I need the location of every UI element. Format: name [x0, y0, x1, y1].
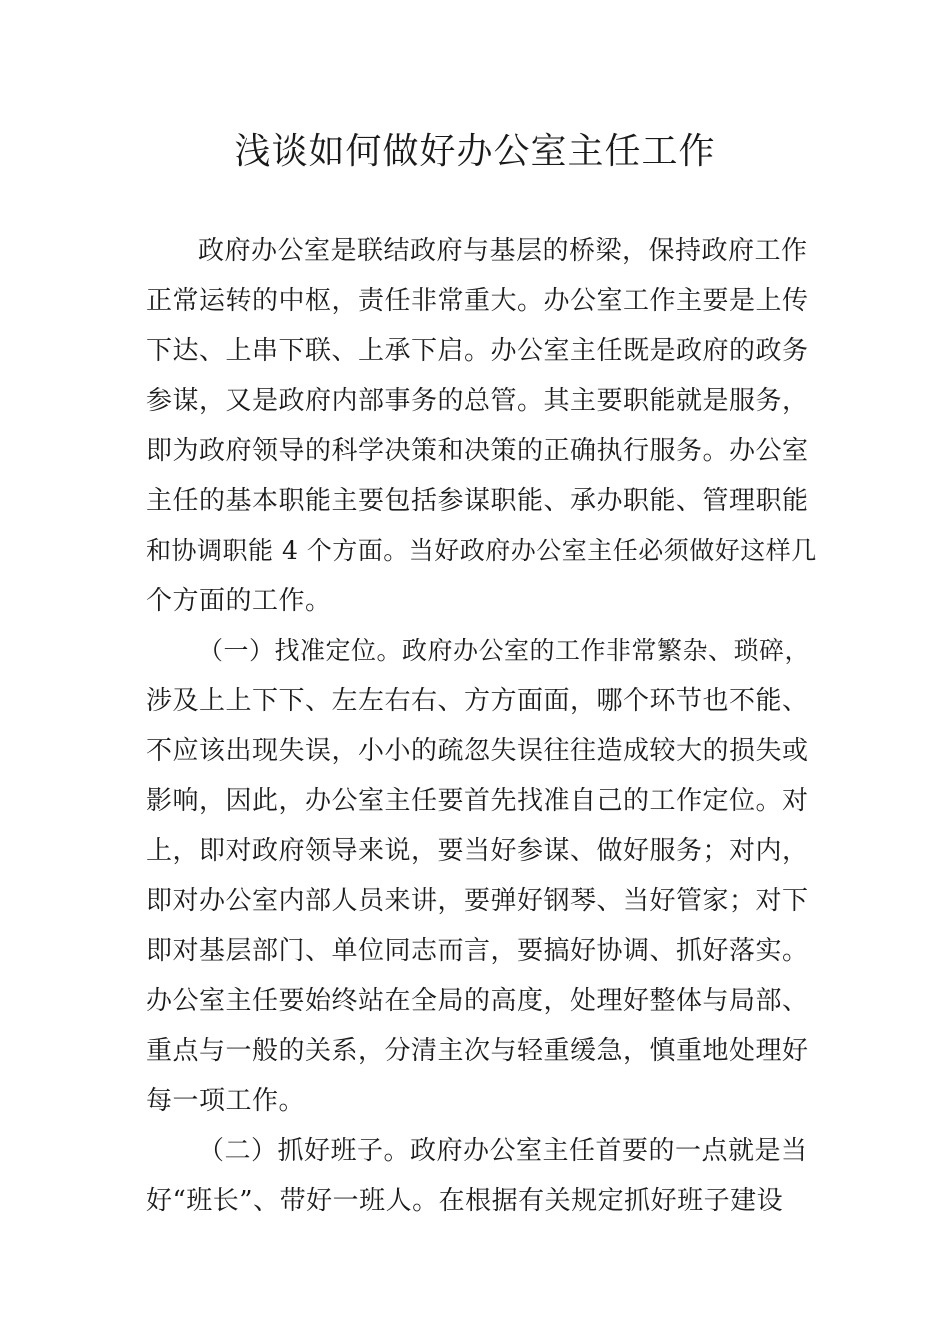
- text-line: 即为政府领导的科学决策和决策的正确执行服务。办公室: [146, 436, 809, 466]
- text-line: （一）找准定位。政府办公室的工作非常繁杂、琐碎，: [198, 636, 811, 665]
- text-line: （二）抓好班子。政府办公室主任首要的一点就是当: [198, 1136, 808, 1166]
- text-line: 即对基层部门、单位同志而言，要搞好协调、抓好落实。: [146, 936, 809, 966]
- text-line: 和协调职能 4 个方面。当好政府办公室主任必须做好这样几: [146, 536, 817, 565]
- document-body: [146, 230, 818, 1230]
- text-line: 好“班长”、带好一班人。在根据有关规定抓好班子建设: [146, 1186, 784, 1216]
- text-line: 正常运转的中枢，责任非常重大。办公室工作主要是上传: [146, 286, 809, 316]
- text-line: 不应该出现失误，小小的疏忽失误往往造成较大的损失或: [146, 736, 809, 766]
- text-line: 每一项工作。: [146, 1086, 306, 1116]
- text-line: 影响，因此，办公室主任要首先找准自己的工作定位。对: [146, 786, 809, 816]
- text-line: 参谋，又是政府内部事务的总管。其主要职能就是服务，: [146, 386, 809, 416]
- text-line: 政府办公室是联结政府与基层的桥梁，保持政府工作: [198, 236, 808, 266]
- document-title: 浅谈如何做好办公室主任工作: [234, 131, 716, 172]
- text-line: 重点与一般的关系，分清主次与轻重缓急，慎重地处理好: [146, 1036, 809, 1066]
- text-line: 个方面的工作。: [146, 586, 332, 616]
- text-line: 即对办公室内部人员来讲，要弹好钢琴、当好管家；对下: [146, 886, 809, 916]
- text-line: 下达、上串下联、上承下启。办公室主任既是政府的政务: [146, 336, 809, 366]
- text-line: 办公室主任要始终站在全局的高度，处理好整体与局部、: [146, 986, 809, 1016]
- text-line: 主任的基本职能主要包括参谋职能、承办职能、管理职能: [146, 486, 809, 516]
- text-line: 上，即对政府领导来说，要当好参谋、做好服务；对内，: [146, 836, 809, 866]
- text-line: 涉及上上下下、左左右右、方方面面，哪个环节也不能、: [146, 686, 809, 716]
